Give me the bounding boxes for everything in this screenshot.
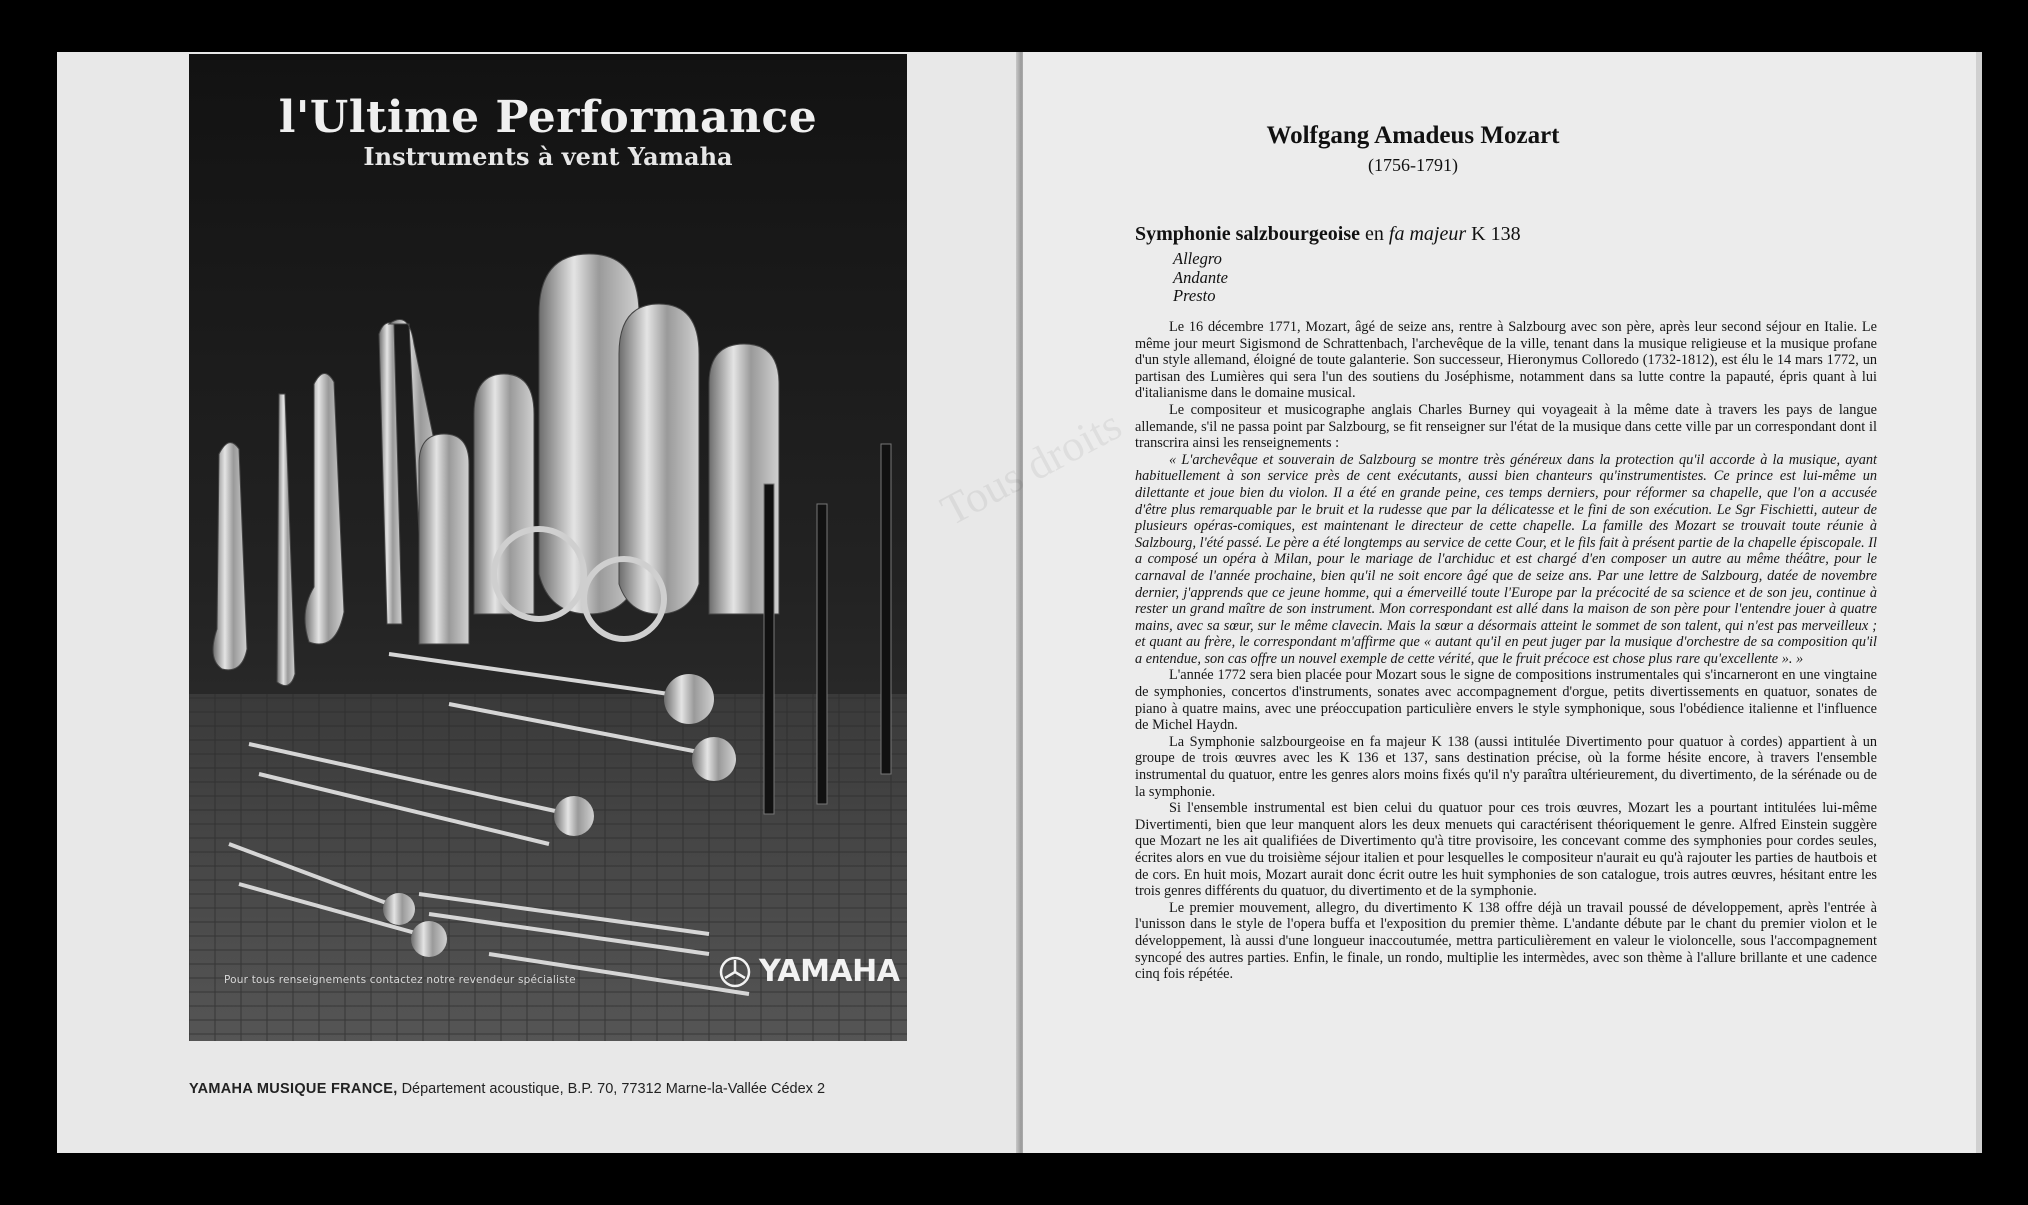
paragraph: La Symphonie salzbourgeoise en fa majeur K 138 (aussi intitulée Divertimento pour quatuor à cordes) appartient à un groupe de trois œuvres avec les K 136 et 137, sans destination précise, où la forme hésite encore, à travers l'ensemble instrumental du quatuor, entre les genres alors moins fixés qu'il n'y paraîtra ultérieurement, du divertimento, de la sérénade ou de la symphonie. xyxy=(1135,733,1877,800)
right-page xyxy=(932,52,1976,1153)
ad-contact-note: Pour tous renseignements contactez notre revendeur spécialiste xyxy=(224,974,576,986)
watermark: Tous droits xyxy=(932,399,1130,536)
composer-name: Wolfgang Amadeus Mozart xyxy=(1266,122,1560,149)
composer-dates: (1756-1791) xyxy=(1368,155,1458,175)
article-body xyxy=(1135,319,1877,983)
tuning-fork-emblem-icon xyxy=(719,956,751,988)
yamaha-logo xyxy=(719,954,899,989)
work-title-name: Symphonie salzbourgeoise xyxy=(1135,223,1361,245)
paragraph: Le 16 décembre 1771, Mozart, âgé de seize ans, rentre à Salzbourg avec son père, après leur second séjour en Italie. Le même jour meurt Sigismond de Schrattenbach, l'archevêque de la ville, tenant dans la musique religieuse et la musique profane d'un style allemand, éloigné de toute galanterie. Son successeur, Hieronymus Colloredo (1732-1812), est élu le 14 mars 1772, un partisan des Lumières qui sera l'un des soutiens du Joséphisme, notamment dans sa lutte contre la papauté, épris quant à lui d'italianisme dans le domaine musical. xyxy=(1135,319,1877,402)
paragraph: L'année 1772 sera bien placée pour Mozart sous le signe de compositions instrumentales qui s'incarneront en une vingtaine de symphonies, concertos d'instruments, sonates avec accompagnement d'orgue, petits divertissements en quatuor, sonates de piano à quatre mains, avec une préoccupation particulière envers le style symphonique, sous l'obédience italienne et l'influence de Michel Haydn. xyxy=(1135,667,1877,734)
movement-item: Allegro xyxy=(1173,249,1222,268)
ad-subtitle: Instruments à vent Yamaha xyxy=(363,142,733,171)
work-title xyxy=(1135,223,1521,246)
work-title-key: fa majeur xyxy=(1388,223,1467,245)
ad-footer xyxy=(189,1081,825,1097)
work-title-catalog: K 138 xyxy=(1466,223,1521,245)
brass-instruments-photo xyxy=(189,54,907,1041)
footer-address: Département acoustique, B.P. 70, 77312 Marne-la-Vallée Cédex 2 xyxy=(401,1081,826,1097)
page-edge xyxy=(1976,52,1982,1153)
movements-list xyxy=(1173,250,1228,306)
movement-item: Presto xyxy=(1173,286,1216,305)
yamaha-advertisement xyxy=(189,54,907,1041)
footer-company: YAMAHA MUSIQUE FRANCE, xyxy=(189,1081,398,1097)
movement-item: Andante xyxy=(1173,267,1228,287)
left-page xyxy=(57,52,1020,1153)
yamaha-logo-text: YAMAHA xyxy=(759,954,900,989)
paragraph: Si l'ensemble instrumental est bien celui du quatuor pour ces trois œuvres, Mozart les a pourtant intitulées lui-même Divertimenti, bien que leur manquent alors les deux menuets qui caractérisent théoriquement le genre. Alfred Einstein suggère que Mozart ne les ait qualifiées de Divertimento qu'à titre provisoire, les concevant comme des symphonies pour cordes seules, écrites alors en vue du troisième séjour italien et pour lesquelles le compositeur n'aurait eu qu'à rajouter les parties de hautbois et de cors. En huit mois, Mozart aurait donc écrit outre les huit symphonies de son catalogue, trois autres œuvres, hésitant entre les trois genres différents du quatuor, du divertimento et de la symphonie. xyxy=(1135,800,1877,900)
burney-quote: « L'archevêque et souverain de Salzbourg se montre très généreux dans la protection qu'il accorde à la musique, ayant habituellement à son service près de cent exécutants, aussi bien chanteurs qu'instrumentistes. Ce prince est lui-même un dilettante et joue bien du violon. Il a été en grande peine, ces temps derniers, pour réformer sa chapelle, que l'on a accusée d'être plus remarquable par le bruit et la rudesse que par la délicatesse et le fini de son exécution. Le Sgr Fischietti, auteur de plusieurs opéras-comiques, est maintenant le directeur de cette chapelle. La famille des Mozart se trouvait toute réunie à Salzbourg, l'été passé. Le père a été longtemps au service de cette Cour, et le fils fait à présent partie de la chapelle épiscopale. Il a composé un opéra à Milan, pour le mariage de l'archiduc et est chargé d'en composer un autre au même théâtre, pour le carnaval de l'année prochaine, bien qu'il ne soit encore âgé que de seize ans. Par une lettre de Salzbourg, datée de novembre dernier, j'apprends que ce jeune homme, qui a émerveillé toute l'Europe par la précocité de sa science et de son jeu, continue à rester un grand maître de son instrument. Mon correspondant est allé dans la maison de son père pour l'entendre jouer à quatre mains, avec sa sœur, sur le même clavecin. Mais la sœur a désormais atteint le sommet de son talent, qui n'est pas merveilleux ; et quant au frère, le correspondant m'affirme que « autant qu'il en peut juger par la musique d'orchestre de sa composition qu'il a entendue, son cas offre un nouvel exemple de cette vérité, que le fruit précoce est chose plus rare qu'excellente ». » xyxy=(1135,451,1877,667)
paragraph: Le compositeur et musicographe anglais Charles Burney qui voyageait à la même date à travers les pays de langue allemande, s'il ne passa point par Salzbourg, se fit renseigner sur l'état de la musique dans cette ville par un correspondant dont il transcrira ainsi les renseignements : xyxy=(1135,401,1877,452)
ad-title: l'Ultime Performance xyxy=(278,92,818,143)
paragraph: Le premier mouvement, allegro, du divertimento K 138 offre déjà un travail poussé de développement, après l'entrée à l'unisson dans le style de l'opera buffa et l'exposition du premier thème. L'andante débute par le chant du premier violon et le développement, là aussi d'une longueur inaccoutumée, mettra particulièrement en valeur le violoncelle, sous l'accompagnement syncopé des autres parties. Enfin, le finale, un rondo, multiplie les intermèdes, avec son thème à l'allure brillante et une cadence cinq fois répétée. xyxy=(1135,899,1877,983)
work-title-en: en xyxy=(1360,223,1389,245)
